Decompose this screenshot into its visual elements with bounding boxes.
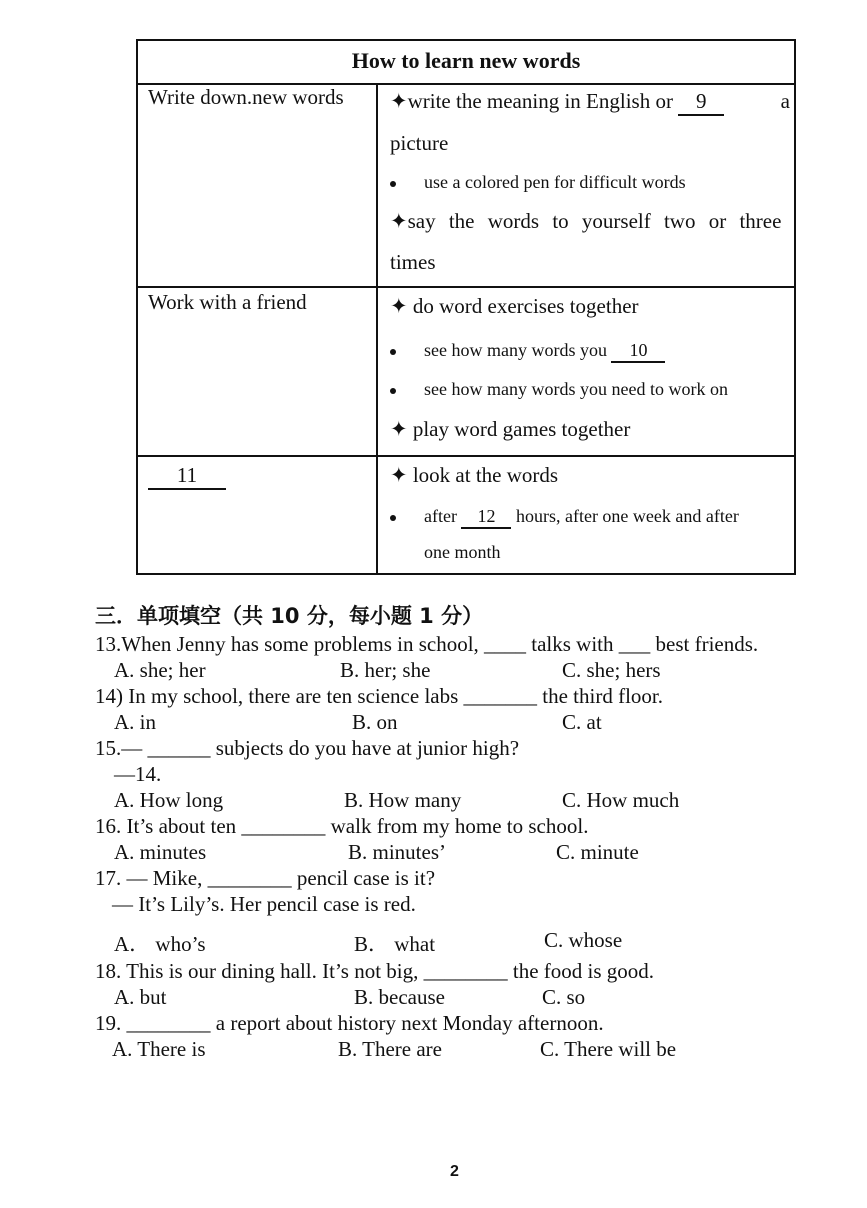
question-16-stem: 16. It’s about ten ________ walk from my home to school. <box>95 814 589 838</box>
row1-line1-end: a <box>780 89 790 113</box>
row2-bullet1-text: see how many words you <box>424 340 607 360</box>
q17-option-c: C. whose <box>544 928 623 952</box>
q19-option-b: B. There are <box>338 1037 442 1061</box>
row2-bullet1 <box>390 340 665 363</box>
q18-option-c: C. so <box>542 985 586 1009</box>
q15-option-a: A. How long <box>114 788 224 812</box>
q18-option-a: A. but <box>114 985 167 1009</box>
q18-option-b: B. because <box>354 985 445 1009</box>
q16-option-b: B. minutes’ <box>348 840 446 864</box>
question-17-answer: — It’s Lily’s. Her pencil case is red. <box>112 892 416 916</box>
row2-bullet2 <box>390 379 728 400</box>
q14-option-a: A. in <box>114 710 156 734</box>
row2-line1: ✦ do word exercises together <box>390 294 639 318</box>
q17-option-b: B． what <box>354 932 436 956</box>
row1-line3: ✦say the words to yourself two or three <box>390 209 782 233</box>
row1-line4: times <box>390 250 436 274</box>
table-row-divider <box>138 455 794 457</box>
question-14-stem: 14) In my school, there are ten science labs _______ the third floor. <box>95 684 664 708</box>
question-15-stem: 15.— ______ subjects do you have at junior high? <box>95 736 520 760</box>
table-column-divider <box>376 83 378 573</box>
question-13-stem: 13.When Jenny has some problems in school, ____ talks with ___ best friends. <box>95 632 759 656</box>
row3-bullet1-pre: after <box>424 506 457 526</box>
row2-line2: ✦ play word games together <box>390 417 631 441</box>
blank-11: 11 <box>148 463 226 490</box>
bullet-dot-icon <box>390 181 396 187</box>
row1-line1 <box>390 89 790 116</box>
row2-bullet2-text: see how many words you need to work on <box>424 379 728 399</box>
row3-bullet1-cont: one month <box>424 542 501 562</box>
question-19-stem: 19. ________ a report about history next Monday afternoon. <box>95 1011 604 1035</box>
blank-10: 10 <box>611 340 665 363</box>
row3-bullet1 <box>390 506 739 529</box>
q16-option-a: A. minutes <box>114 840 207 864</box>
question-17-stem: 17. — Mike, ________ pencil case is it? <box>95 866 436 890</box>
section-title: 三．单项填空（共 10 分，每小题 1 分） <box>95 604 484 628</box>
row2-method: Work with a friend <box>148 290 307 314</box>
row3-line1: ✦ look at the words <box>390 463 559 487</box>
bullet-dot-icon <box>390 515 396 521</box>
row1-line1-text: ✦write the meaning in English or <box>390 89 673 113</box>
q19-option-a: A. There is <box>112 1037 206 1061</box>
blank-9: 9 <box>678 89 724 116</box>
page-number: 2 <box>450 1163 459 1180</box>
row1-bullet1 <box>390 172 686 193</box>
row3-method <box>148 463 226 490</box>
blank-12: 12 <box>461 506 511 529</box>
q16-option-c: C. minute <box>556 840 639 864</box>
q14-option-c: C. at <box>562 710 602 734</box>
bullet-dot-icon <box>390 349 396 355</box>
row1-bullet1-text: use a colored pen for difficult words <box>424 172 686 192</box>
question-18-stem: 18. This is our dining hall. It’s not big, ________ the food is good. <box>95 959 655 983</box>
question-15-answer: —14. <box>114 762 162 786</box>
q13-option-c: C. she; hers <box>562 658 661 682</box>
table-row-divider <box>138 286 794 288</box>
q19-option-c: C. There will be <box>540 1037 677 1061</box>
table-title: How to learn new words <box>138 41 794 85</box>
q17-option-a: A． who’s <box>114 932 206 956</box>
q14-option-b: B. on <box>352 710 398 734</box>
q13-option-b: B. her; she <box>340 658 431 682</box>
learning-words-table <box>136 39 796 575</box>
q15-option-c: C. How much <box>562 788 680 812</box>
row1-line2: picture <box>390 131 449 155</box>
row1-method: Write down.new words <box>148 85 344 109</box>
row3-bullet1-post: hours, after one week and after <box>515 506 739 526</box>
bullet-dot-icon <box>390 388 396 394</box>
q13-option-a: A. she; her <box>114 658 206 682</box>
q15-option-b: B. How many <box>344 788 462 812</box>
